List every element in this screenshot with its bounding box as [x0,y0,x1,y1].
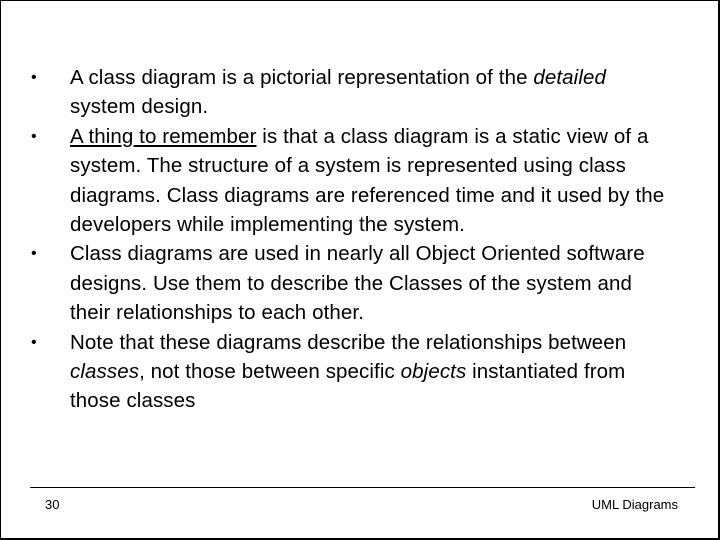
bullet-item-2 [31,122,671,240]
bullet-item-1 [31,63,671,122]
bullet-text: is that a class diagram is a static view of a system. The structure of a system is represented using class diagrams. Class diagrams are referenced time and it used by the developers while implementing the system. [70,124,665,237]
footer-divider [30,487,695,488]
bullet-marker: • [31,69,37,86]
page-number: 30 [45,497,60,512]
bullet-marker: • [31,245,37,263]
bullet-item-4 [31,328,671,416]
bullet-marker: • [31,127,37,145]
emphasis-text: classes [70,360,140,384]
bullet-list [31,63,671,416]
bullet-text: Class diagrams are used in nearly all Object Oriented software designs. Use them to describe the Classes of the system and their relationships to each other. [70,242,645,325]
bullet-text: A class diagram is a pictorial representation of the [70,66,534,89]
emphasis-text: detailed [533,66,606,89]
underlined-text: A thing to remember [70,124,257,148]
bullet-item-3 [31,239,671,327]
bullet-text: system design. [70,95,209,119]
bullet-text: instantiated from those classes [70,360,626,413]
bullet-text: Note that these diagrams describe the relationships between [70,330,627,354]
emphasis-text: objects [400,360,467,384]
bullet-text: , not those between specific [139,360,401,384]
footer-title: UML Diagrams [591,497,678,512]
bullet-marker: • [31,333,37,351]
